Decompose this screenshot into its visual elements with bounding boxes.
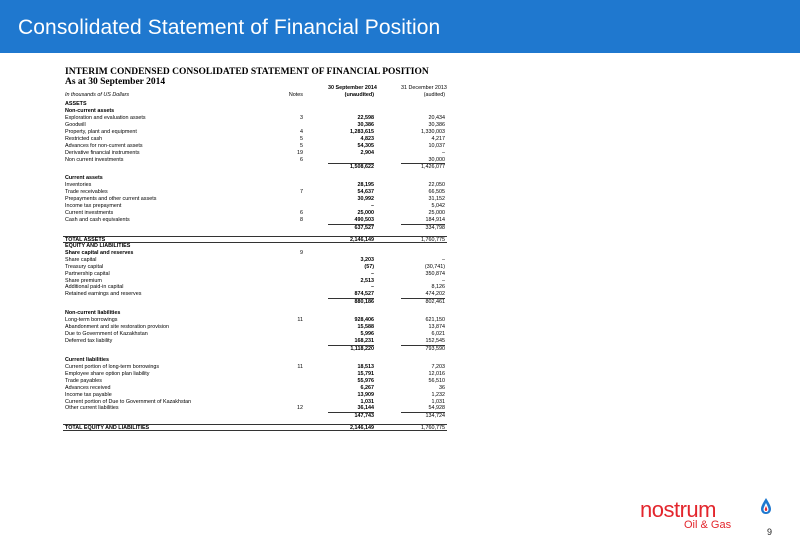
row-label: EQUITY AND LIABILITIES <box>65 242 131 249</box>
row-value-prior: 22,050 <box>428 182 445 189</box>
row-value-current: 6,267 <box>360 384 374 391</box>
table-row <box>63 291 447 298</box>
row-value-current: 3,203 <box>360 256 374 263</box>
row-value-prior: 8,126 <box>431 284 445 291</box>
row-label: Due to Government of Kazakhstan <box>65 331 148 338</box>
row-value-prior: 1,031 <box>431 398 445 405</box>
section-header-row <box>63 175 447 182</box>
subtotal-row <box>63 412 447 419</box>
row-value-prior: 334,798 <box>401 224 445 232</box>
page-title: Consolidated Statement of Financial Position <box>18 16 441 39</box>
table-row <box>63 405 447 412</box>
row-value-current: 5,996 <box>360 331 374 338</box>
subtotal-row <box>63 224 447 231</box>
row-note: 8 <box>300 217 303 223</box>
row-label: Advances received <box>65 384 111 391</box>
row-value-prior: 621,150 <box>425 317 445 324</box>
row-label: Current portion of Due to Government of Kazakhstan <box>65 398 192 405</box>
row-value-prior: 31,152 <box>428 196 445 203</box>
row-value-prior: 1,426,077 <box>401 163 445 171</box>
row-value-current: 2,146,149 <box>350 236 374 243</box>
row-value-current: 15,588 <box>357 324 374 331</box>
title-bar <box>0 0 800 53</box>
row-label: Deferred tax liability <box>65 338 113 344</box>
table-row <box>63 399 447 406</box>
statement-title-line2: As at 30 September 2014 <box>65 77 166 87</box>
company-logo <box>640 497 780 537</box>
row-value-prior: 152,545 <box>425 338 445 344</box>
row-label: Treasury capital <box>65 263 104 270</box>
column-header-current-date: 30 September 2014 <box>328 85 377 91</box>
table-row <box>63 331 447 338</box>
row-value-prior: 20,434 <box>428 114 445 121</box>
table-row <box>63 392 447 399</box>
row-label: Goodwill <box>65 121 86 128</box>
row-value-current: 55,976 <box>357 377 374 384</box>
row-note: 5 <box>300 142 303 149</box>
row-label: Derivative financial instruments <box>65 149 140 156</box>
row-label: Current portion of long-term borrowings <box>65 363 160 370</box>
row-label: Prepayments and other current assets <box>65 196 157 203</box>
row-note: 7 <box>300 189 303 196</box>
row-label: Trade payables <box>65 377 102 384</box>
table-row <box>63 284 447 291</box>
table-row <box>63 385 447 392</box>
row-value-current: 1,283,615 <box>350 128 374 135</box>
table-row <box>63 378 447 385</box>
row-value-prior: 54,928 <box>428 405 445 412</box>
row-value-current: 30,992 <box>357 196 374 203</box>
row-value-current: 928,406 <box>354 317 374 324</box>
table-row <box>63 122 447 129</box>
table-row <box>63 150 447 157</box>
logo-subtitle: Oil & Gas <box>684 519 732 531</box>
section-header-row <box>63 310 447 317</box>
row-label: Non-current liabilities <box>65 310 121 317</box>
section-header-row <box>63 101 447 108</box>
row-value-prior: 30,000 <box>428 156 445 163</box>
table-row <box>63 217 447 224</box>
row-label: Partnership capital <box>65 270 110 277</box>
row-label: Abandonment and site restoration provision <box>65 324 169 331</box>
row-value-prior: 66,505 <box>428 189 445 196</box>
row-value-current: – <box>371 203 374 210</box>
row-label: Long-term borrowings <box>65 317 118 324</box>
row-label: Employee share option plan liability <box>65 370 150 377</box>
row-label: Income tax payable <box>65 391 112 398</box>
table-row <box>63 364 447 371</box>
table-row <box>63 271 447 278</box>
table-row <box>63 182 447 189</box>
row-note: 5 <box>300 135 303 142</box>
column-header-notes: Notes <box>288 92 303 98</box>
row-label: Income tax prepayment <box>65 203 122 210</box>
column-header-prior-status: (audited) <box>423 91 445 98</box>
total-row <box>63 424 447 431</box>
row-value-current: 1,508,622 <box>328 163 374 171</box>
row-label: Current liabilities <box>65 356 110 363</box>
row-value-prior: 36 <box>439 384 445 391</box>
column-header-label: In thousands of US Dollars <box>65 92 130 98</box>
table-row <box>63 257 447 264</box>
row-label: TOTAL ASSETS <box>65 236 106 243</box>
row-value-prior: 4,217 <box>431 135 445 142</box>
row-value-current: 4,823 <box>360 135 374 142</box>
row-label: Non current investments <box>65 156 124 163</box>
row-value-prior: 350,874 <box>425 270 445 277</box>
row-label: Current investments <box>65 210 114 217</box>
row-value-prior: 1,760,775 <box>421 425 445 432</box>
row-note: 19 <box>297 149 303 156</box>
row-note: 6 <box>300 210 303 217</box>
row-value-current: 18,513 <box>357 363 374 370</box>
column-header-current <box>328 85 377 98</box>
row-value-prior: 1,232 <box>431 391 445 398</box>
row-value-current: 168,231 <box>354 338 374 344</box>
table-row <box>63 338 447 345</box>
row-label: Trade receivables <box>65 189 108 196</box>
row-label: Additional paid-in capital <box>65 284 124 291</box>
row-value-current: 874,527 <box>354 291 374 298</box>
total-row <box>63 236 447 243</box>
table-row <box>63 210 447 217</box>
table-row <box>63 264 447 271</box>
table-row <box>63 203 447 210</box>
table-row <box>63 371 447 378</box>
row-value-prior: 13,874 <box>428 324 445 331</box>
row-label: Non-current assets <box>65 107 115 114</box>
row-value-prior: 1,330,003 <box>421 128 445 135</box>
table-row <box>63 129 447 136</box>
statement-title-line1: INTERIM CONDENSED CONSOLIDATED STATEMENT OF FINANCIAL POSITION <box>65 67 429 77</box>
row-value-prior: 5,042 <box>431 203 445 210</box>
section-header-row <box>63 250 447 257</box>
subtotal-row <box>63 163 447 170</box>
row-value-prior: 793,590 <box>401 345 445 353</box>
row-note: 12 <box>297 405 303 412</box>
row-value-current: 490,503 <box>354 217 374 223</box>
table-row <box>63 136 447 143</box>
row-value-current: 15,791 <box>357 370 374 377</box>
row-value-prior: (30,741) <box>424 263 445 270</box>
table-row <box>63 189 447 196</box>
row-note: 9 <box>300 249 303 256</box>
section-header-row <box>63 357 447 364</box>
row-value-prior: – <box>442 149 445 156</box>
row-label: Current assets <box>65 175 103 182</box>
row-value-prior: 6,021 <box>431 331 445 338</box>
row-label: Inventories <box>65 182 92 189</box>
row-note: 6 <box>300 156 303 163</box>
section-header-row <box>63 108 447 115</box>
subtotal-row <box>63 345 447 352</box>
row-value-prior: 10,037 <box>428 142 445 149</box>
subtotal-row <box>63 298 447 305</box>
row-value-prior: 12,016 <box>428 370 445 377</box>
row-value-current: 880,186 <box>328 298 374 306</box>
row-label: ASSETS <box>65 101 87 107</box>
row-label: Advances for non-current assets <box>65 142 143 149</box>
logo-wordmark: nostrum <box>640 497 716 522</box>
row-value-current: 2,146,149 <box>350 425 374 432</box>
row-value-current: 2,513 <box>360 277 374 284</box>
row-value-prior: 802,461 <box>401 298 445 306</box>
row-value-current: 25,000 <box>357 210 374 217</box>
table-header-row <box>63 84 447 101</box>
row-value-prior: 474,202 <box>425 291 445 298</box>
row-value-current: – <box>371 270 374 277</box>
row-value-current: 36,144 <box>357 405 374 412</box>
column-header-prior-date: 31 December 2013 <box>401 85 447 91</box>
table-row <box>63 278 447 285</box>
column-header-prior <box>401 85 445 98</box>
row-value-prior: 1,760,775 <box>421 236 445 243</box>
row-value-prior: – <box>442 277 445 284</box>
flame-drop-icon <box>759 497 773 523</box>
statement-rows <box>63 101 447 431</box>
row-label: Retained earnings and reserves <box>65 291 142 298</box>
row-label: TOTAL EQUITY AND LIABILITIES <box>65 425 150 432</box>
row-value-prior: 7,203 <box>431 363 445 370</box>
row-note: 11 <box>297 363 303 370</box>
table-row <box>63 115 447 122</box>
row-value-current: 30,386 <box>357 121 374 128</box>
row-value-current: 54,305 <box>357 142 374 149</box>
row-value-current: 2,904 <box>360 149 374 156</box>
row-label: Cash and cash equivalents <box>65 217 130 223</box>
row-note: 4 <box>300 128 303 135</box>
row-value-current: 147,743 <box>328 412 374 420</box>
row-value-current: 13,909 <box>357 391 374 398</box>
section-header-row <box>63 243 447 250</box>
financial-statement-table <box>63 84 447 431</box>
table-row <box>63 317 447 324</box>
table-row <box>63 143 447 150</box>
table-row <box>63 196 447 203</box>
row-value-current: 637,527 <box>328 224 374 232</box>
row-label: Exploration and evaluation assets <box>65 114 146 121</box>
row-value-current: 1,031 <box>360 398 374 405</box>
row-value-current: 28,195 <box>357 182 374 189</box>
row-label: Share premium <box>65 277 102 284</box>
row-label: Share capital and reserves <box>65 249 134 256</box>
row-value-prior: 184,914 <box>425 217 445 223</box>
row-value-prior: 25,000 <box>428 210 445 217</box>
row-value-prior: – <box>442 256 445 263</box>
row-label: Share capital <box>65 256 97 263</box>
table-row <box>63 157 447 164</box>
table-row <box>63 324 447 331</box>
row-value-prior: 56,510 <box>428 377 445 384</box>
row-value-current: 54,637 <box>357 189 374 196</box>
row-value-current: 1,118,220 <box>328 345 374 353</box>
row-label: Other current liabilities <box>65 405 119 412</box>
row-note: 3 <box>300 114 303 121</box>
page-number: 9 <box>767 527 773 537</box>
row-label: Property, plant and equipment <box>65 128 137 135</box>
row-note: 11 <box>297 317 303 324</box>
row-value-current: – <box>371 284 374 291</box>
row-value-prior: 30,386 <box>428 121 445 128</box>
row-value-prior: 134,724 <box>401 412 445 420</box>
row-value-current: 22,598 <box>357 114 374 121</box>
row-label: Restricted cash <box>65 135 103 142</box>
row-value-current: (57) <box>364 263 374 270</box>
column-header-current-status: (unaudited) <box>344 91 374 98</box>
